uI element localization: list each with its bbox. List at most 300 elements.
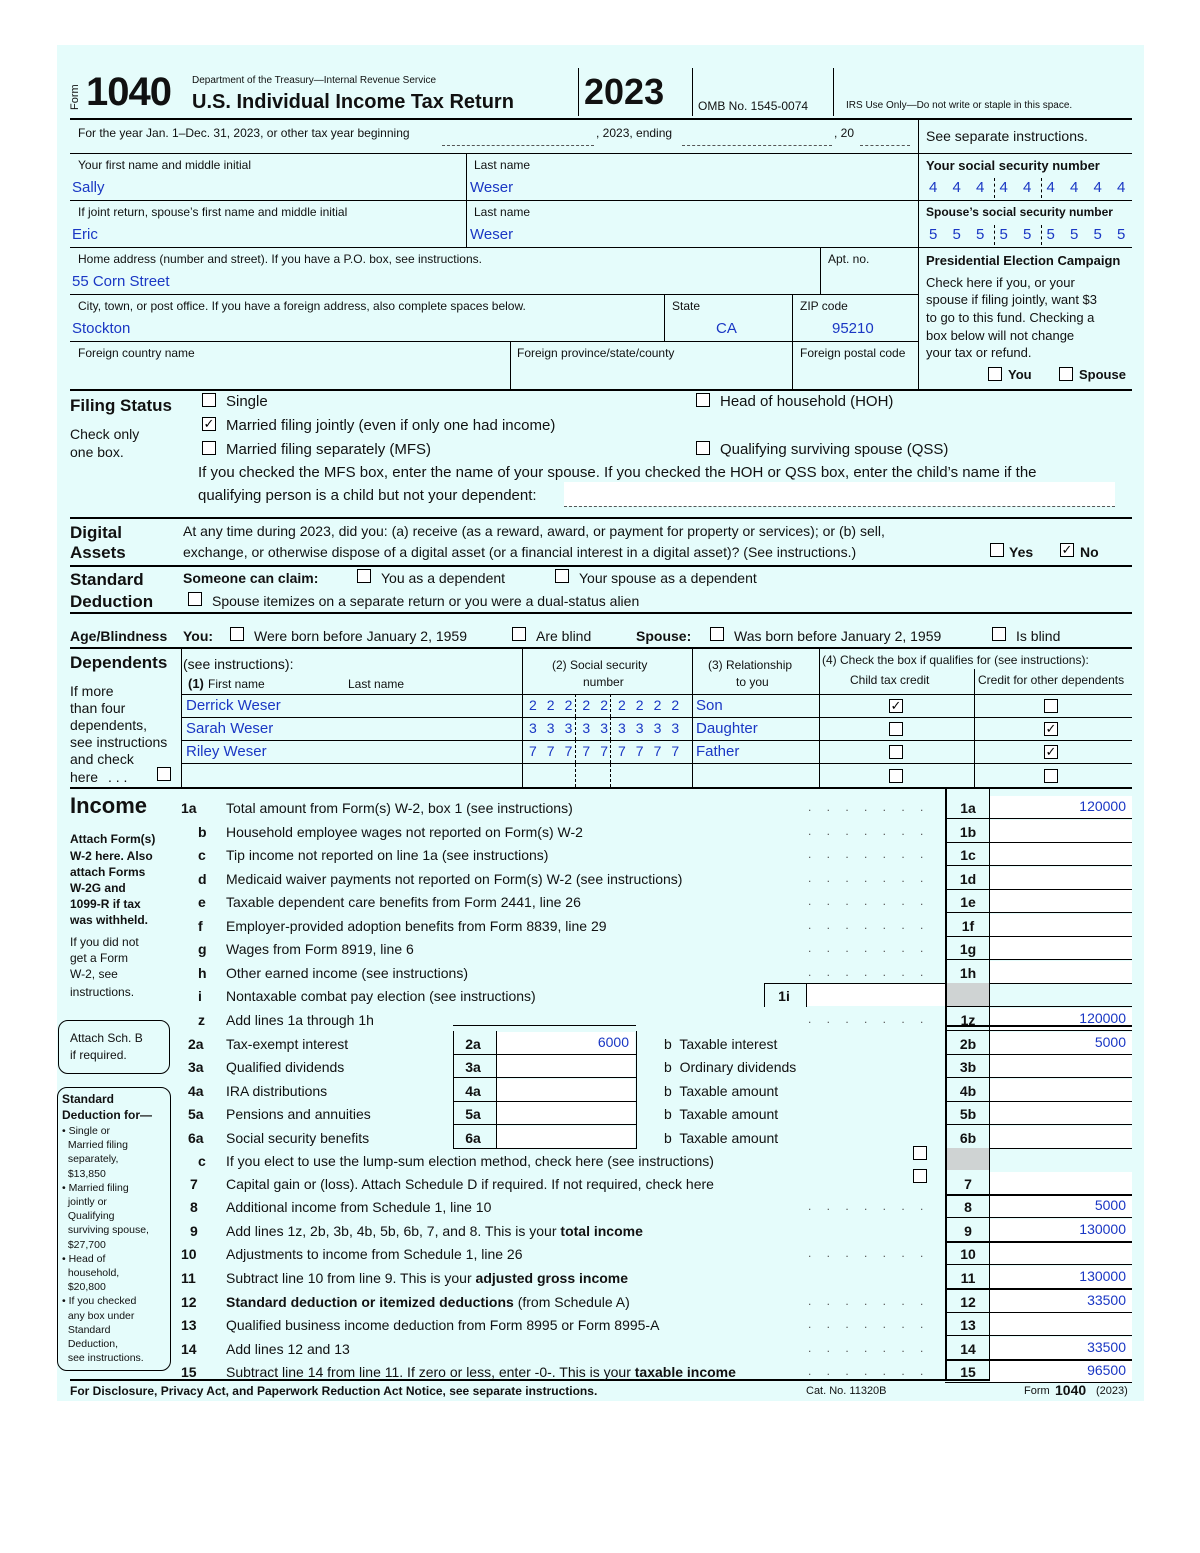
rule <box>945 1077 1132 1078</box>
line-text <box>226 1295 630 1309</box>
dependent-ssn-digit: 2 <box>564 697 573 713</box>
spouse-first-name-field[interactable]: Eric <box>72 226 98 243</box>
footer-form-number: 1040 <box>1055 1382 1087 1398</box>
rule <box>453 1025 636 1026</box>
std-line: $20,800 <box>62 1281 106 1294</box>
qualifying-person-name-field[interactable] <box>564 482 1115 506</box>
spouse-ssn-digit: 5 <box>1093 226 1102 243</box>
footer-form-word: Form <box>1024 1385 1050 1397</box>
rule <box>945 1241 1132 1243</box>
filing-status-note: If you checked the MFS box, enter the name of your spouse. If you checked the HOH or QSS box, enter the child’s name if the <box>198 464 1037 481</box>
filing-status-hint: one box. <box>70 444 124 460</box>
state-field[interactable]: CA <box>716 320 737 337</box>
ssn-digit: 4 <box>1023 179 1032 196</box>
spouse-first-name-label: If joint return, spouse’s first name and middle initial <box>78 205 348 219</box>
more-dependents-checkbox[interactable] <box>157 767 171 781</box>
amount-field[interactable] <box>990 867 1132 889</box>
line-number: z <box>198 1012 205 1028</box>
pec-spouse-label: Spouse <box>1079 367 1126 382</box>
line-number: b <box>198 824 207 840</box>
digital-assets-title: Digital <box>70 523 122 542</box>
spouse-blind-label: Is blind <box>1016 628 1061 644</box>
dependents-side-note: than four <box>70 700 126 716</box>
amount-value: 130000 <box>1079 1221 1126 1237</box>
line-ref: 8 <box>964 1199 972 1215</box>
dependents-side-note: If more <box>70 683 114 699</box>
std-line: • Married filing <box>62 1181 129 1194</box>
child-tax-credit-checkbox[interactable] <box>889 722 903 736</box>
spouse-ssn-digit: 5 <box>952 226 961 243</box>
amount-field[interactable] <box>990 937 1132 959</box>
department-label: Department of the Treasury—Internal Revenue Service <box>192 75 437 86</box>
line-number: 1a <box>181 800 197 816</box>
line-text-body: Subtract line 10 from line 9. This is your <box>226 1270 476 1286</box>
line-text <box>226 1365 736 1379</box>
amount-field[interactable] <box>990 1102 1132 1124</box>
line-text <box>226 1247 523 1261</box>
rule <box>70 294 918 295</box>
rule <box>453 1148 636 1149</box>
underline <box>564 506 1115 507</box>
dependent-ssn-digit: 3 <box>618 720 626 736</box>
single-label: Single <box>226 393 268 410</box>
line-ref: 1g <box>959 941 977 957</box>
line-text-b: b Taxable interest <box>664 1036 778 1052</box>
line-text <box>226 801 573 815</box>
dep-col4-header: (4) Check the box if qualifies for (see instructions): <box>822 653 1089 667</box>
line-text <box>226 1224 643 1238</box>
dependent-ssn-digit: 3 <box>671 720 680 736</box>
line-number: 12 <box>181 1294 197 1310</box>
dependent-ssn-digit: 7 <box>529 743 537 759</box>
mfs-checkbox[interactable] <box>202 441 216 455</box>
dependent-ssn-digit: 2 <box>635 697 644 713</box>
pec-you-checkbox[interactable] <box>988 367 1002 381</box>
rule <box>70 612 1132 614</box>
line-number: 4a <box>188 1083 204 1099</box>
line-ref: 1c <box>960 847 976 863</box>
rule <box>945 912 1132 913</box>
tax-year-end: , 20 <box>834 126 855 140</box>
child-tax-credit-checkbox[interactable] <box>889 769 903 783</box>
line-text-body: Add lines 12 and 13 <box>226 1341 350 1357</box>
dependent-ssn-digit: 7 <box>564 743 573 759</box>
line-ref: 11 <box>960 1270 976 1286</box>
single-checkbox[interactable] <box>202 393 216 407</box>
tax-year-prefix: For the year Jan. 1–Dec. 31, 2023, or other tax year beginning <box>78 126 410 140</box>
line-number: 10 <box>181 1246 197 1262</box>
std-line: household, <box>62 1267 120 1279</box>
dependent-ssn-digit: 7 <box>653 743 662 759</box>
income-title: Income <box>70 793 148 818</box>
line-text <box>226 1013 374 1027</box>
amount-field[interactable] <box>497 1055 635 1077</box>
line-ref: 1b <box>959 824 977 840</box>
year-end-field[interactable] <box>682 145 832 146</box>
std-line: separately, <box>62 1153 119 1166</box>
line-number: g <box>198 941 207 957</box>
std-line: • If you checked <box>62 1295 137 1308</box>
capital-gain-checkbox[interactable] <box>913 1169 927 1183</box>
qss-checkbox[interactable] <box>696 441 710 455</box>
rule <box>945 1359 1132 1361</box>
hoh-checkbox[interactable] <box>696 393 710 407</box>
other-dependents-credit-checkbox[interactable]: ✓ <box>1045 721 1057 736</box>
dependents-side-note: here <box>70 769 99 785</box>
amount-field[interactable] <box>990 820 1132 842</box>
you-dependent-label: You as a dependent <box>381 570 506 586</box>
line-text-body: Adjustments to income from Schedule 1, line 26 <box>226 1246 523 1262</box>
std-line: see instructions. <box>62 1352 144 1365</box>
dep-col3-header: (3) Relationship <box>708 658 793 672</box>
dep-col1-number: (1) <box>188 676 204 691</box>
line-ref: 1z <box>960 1012 976 1028</box>
line-text-b: b Taxable amount <box>664 1106 779 1122</box>
other-dependents-credit-checkbox[interactable] <box>1044 699 1058 713</box>
attach-note-line: was withheld. <box>70 913 149 927</box>
leader-dots: . . . . . . . <box>808 1012 930 1026</box>
rule <box>945 865 1132 866</box>
dependent-ssn-digit: 7 <box>600 743 608 759</box>
ssn-separator <box>1041 225 1042 245</box>
spouse-ssn-digit: 5 <box>1070 226 1079 243</box>
digital-assets-yes-label: Yes <box>1009 544 1034 560</box>
dep-col1-first: First name <box>208 677 265 691</box>
attach-note-line: W-2 here. Also <box>70 849 153 863</box>
spouse-born-label: Was born before January 2, 1959 <box>734 628 942 644</box>
form-title: U.S. Individual Income Tax Return <box>192 91 514 113</box>
rule <box>70 517 1132 519</box>
you-born-checkbox[interactable] <box>230 627 244 641</box>
line-text-b: b Taxable amount <box>664 1130 779 1146</box>
spouse-blind-checkbox[interactable] <box>992 627 1006 641</box>
line-text-body: Other earned income (see instructions) <box>226 965 468 981</box>
line-ref: 1f <box>961 918 975 934</box>
state-label: State <box>672 299 701 313</box>
line-ref: 3a <box>465 1059 481 1075</box>
spouse-itemizes-checkbox[interactable] <box>188 592 202 606</box>
spouse-ssn-digit: 5 <box>929 226 938 243</box>
line-ref: 3b <box>959 1059 977 1075</box>
leader-dots: . . . <box>108 769 128 785</box>
home-address-field[interactable]: 55 Corn Street <box>72 273 170 290</box>
line-ref: 13 <box>960 1317 976 1333</box>
line-text-b: b Ordinary dividends <box>664 1059 797 1075</box>
amount-field[interactable] <box>990 1313 1132 1335</box>
line-ref: 14 <box>960 1341 976 1357</box>
child-tax-credit-checkbox[interactable] <box>889 745 903 759</box>
leader-dots: . . . . . . . <box>808 1294 930 1308</box>
dependent-name[interactable]: Riley Weser <box>186 743 267 760</box>
you-dependent-checkbox[interactable] <box>357 569 371 583</box>
line-text-b: b Taxable amount <box>664 1083 779 1099</box>
dependents-side-note: dependents, <box>70 717 148 733</box>
rule <box>945 1335 1132 1336</box>
std-line: Deduction, <box>62 1338 119 1350</box>
no-w2-note-line: W-2, see <box>70 967 118 981</box>
line-ref: 10 <box>960 1246 976 1262</box>
amount-field[interactable] <box>497 1079 635 1101</box>
amount-field[interactable] <box>990 843 1132 865</box>
ssn-digit: 4 <box>976 179 985 196</box>
line-number: h <box>198 965 207 981</box>
ssn-separator <box>610 694 611 717</box>
line-text-body: Household employee wages not reported on Form(s) W-2 <box>226 824 583 840</box>
line-number: 15 <box>181 1364 197 1380</box>
rule <box>70 565 1132 567</box>
digital-assets-question: At any time during 2023, did you: (a) receive (as a reward, award, or payment for property or services); or (b) sell, <box>183 523 885 539</box>
line-text <box>226 848 548 862</box>
line-number: 5a <box>188 1106 204 1122</box>
standard-deduction-title: Standard <box>70 570 144 589</box>
divider <box>578 68 579 116</box>
zip-field[interactable]: 95210 <box>832 320 874 337</box>
line-number: e <box>198 894 206 910</box>
rule <box>945 1288 1132 1290</box>
line-ref: 2a <box>465 1036 481 1052</box>
line-ref: 5a <box>465 1106 481 1122</box>
leader-dots: . . . . . . . <box>808 1317 930 1331</box>
line-ref-1i: 1i <box>778 988 790 1004</box>
line-text <box>226 966 468 980</box>
dep-col2-header: (2) Social security <box>552 658 648 672</box>
leader-dots: . . . . . . . <box>808 941 930 955</box>
digital-assets-question: exchange, or otherwise dispose of a digital asset (or a financial interest in a digital asset)? (See instructions.) <box>183 544 857 560</box>
divider <box>466 153 467 200</box>
amount-field[interactable] <box>990 1126 1132 1148</box>
line-number: 13 <box>181 1317 197 1333</box>
std-line: Married filing <box>62 1139 128 1152</box>
city-field[interactable]: Stockton <box>72 320 131 337</box>
dependents-title: Dependents <box>70 653 168 672</box>
amount-field[interactable] <box>990 1055 1132 1077</box>
rule <box>70 118 1132 120</box>
spouse-dependent-checkbox[interactable] <box>555 569 569 583</box>
first-name-field[interactable]: Sally <box>72 179 105 196</box>
line-text <box>226 1271 628 1285</box>
divider <box>820 247 821 294</box>
rule <box>945 1124 1132 1125</box>
line-text-body: Additional income from Schedule 1, line 10 <box>226 1199 492 1215</box>
form-number: 1040 <box>86 70 171 114</box>
cat-number: Cat. No. 11320B <box>806 1385 887 1397</box>
spouse-born-checkbox[interactable] <box>710 627 724 641</box>
line-text-rest: (from Schedule A) <box>513 1294 630 1310</box>
age-spouse-label: Spouse: <box>636 628 692 644</box>
dependent-name[interactable]: Sarah Weser <box>186 720 274 737</box>
age-blindness-title: Age/Blindness <box>70 628 168 644</box>
spouse-last-name-field[interactable]: Weser <box>470 226 514 243</box>
line-number: f <box>198 918 203 934</box>
spouse-ssn-digit: 5 <box>1023 226 1032 243</box>
line-number: 14 <box>181 1341 197 1357</box>
leader-dots: . . . . . . . <box>808 1364 930 1378</box>
rule <box>945 1382 1132 1383</box>
leader-dots: . . . . . . . <box>808 918 930 932</box>
line-text-bold: taxable income <box>634 1364 736 1380</box>
amount-field[interactable] <box>497 1102 635 1124</box>
line-text <box>226 989 536 1003</box>
pec-text-line: to go to this fund. Checking a <box>926 310 1095 325</box>
dependent-name[interactable]: Derrick Weser <box>186 697 281 714</box>
amount-field[interactable] <box>990 1242 1132 1264</box>
mfj-checkbox[interactable]: ✓ <box>203 416 215 431</box>
divider <box>636 1125 637 1149</box>
spouse-ssn-digit: 5 <box>1046 226 1055 243</box>
line-text-body: Nontaxable combat pay election (see instructions) <box>226 988 536 1004</box>
foreign-province-label: Foreign province/state/county <box>517 346 675 360</box>
child-tax-credit-checkbox[interactable]: ✓ <box>890 698 902 713</box>
line-text-body: Wages from Form 8919, line 6 <box>226 941 414 957</box>
year-end-20-field[interactable] <box>860 145 910 146</box>
leader-dots: . . . . . . . <box>808 871 930 885</box>
divider <box>918 153 919 389</box>
line-ref: 7 <box>964 1176 972 1192</box>
dependent-ssn-digit: 3 <box>582 720 591 736</box>
leader-dots: . . . . . . . <box>808 894 930 908</box>
dep-col4-odc: Credit for other dependents <box>978 673 1125 687</box>
rule <box>70 787 1132 789</box>
other-dependents-credit-checkbox[interactable] <box>1044 769 1058 783</box>
leader-dots: . . . . . . . <box>808 800 930 814</box>
dependent-ssn-digit: 2 <box>546 697 555 713</box>
amount-value: 120000 <box>1079 798 1126 814</box>
line-text-body: Capital gain or (loss). Attach Schedule D if required. If not required, check here <box>226 1176 714 1192</box>
zip-label: ZIP code <box>800 299 848 313</box>
digital-assets-no-checkbox[interactable]: ✓ <box>1061 542 1073 557</box>
no-w2-note-line: If you did not <box>70 935 139 949</box>
dependent-ssn-digit: 7 <box>546 743 555 759</box>
sch-b-callout <box>58 1020 170 1074</box>
pec-title: Presidential Election Campaign <box>926 253 1121 268</box>
dependent-ssn-digit: 3 <box>653 720 662 736</box>
line-ref: 2b <box>959 1036 977 1052</box>
amount-value: 5000 <box>1094 1197 1126 1213</box>
other-dependents-credit-checkbox[interactable]: ✓ <box>1045 744 1057 759</box>
line-text-body: Medicaid waiver payments not reported on Form(s) W-2 (see instructions) <box>226 871 683 887</box>
line-text-body: Add lines 1z, 2b, 3b, 4b, 5b, 6b, 7, and 8. This is your <box>226 1223 561 1239</box>
amount-field[interactable] <box>990 1172 1132 1194</box>
line-ref: 6b <box>959 1130 977 1146</box>
amount-value: 33500 <box>1087 1292 1126 1308</box>
dependent-relationship[interactable]: Father <box>696 743 740 760</box>
footer-form-year: (2023) <box>1096 1385 1128 1397</box>
line-text: IRA distributions <box>226 1083 328 1099</box>
line-text: Tax-exempt interest <box>226 1036 349 1052</box>
sch-b-note: Attach Sch. B <box>70 1031 143 1045</box>
divider <box>636 1031 637 1055</box>
line-text <box>226 1200 491 1214</box>
line-text-body: Taxable dependent care benefits from Form 2441, line 26 <box>226 894 581 910</box>
line-ref: 1e <box>960 894 976 910</box>
see-instructions: See separate instructions. <box>926 128 1088 144</box>
amount-field[interactable] <box>990 961 1132 983</box>
line-text <box>226 825 583 839</box>
spouse-ssn-digit: 5 <box>1117 226 1126 243</box>
dependents-side-note: and check <box>70 751 134 767</box>
dependent-ssn-digit: 7 <box>582 743 591 759</box>
spouse-ssn-digit: 5 <box>999 226 1008 243</box>
amount-field[interactable] <box>990 914 1132 936</box>
rule <box>945 818 1132 819</box>
attach-note-line: attach Forms <box>70 865 146 879</box>
amount-field[interactable] <box>990 1079 1132 1101</box>
first-name-label: Your first name and middle initial <box>78 158 251 172</box>
std-line: Qualifying <box>62 1210 115 1223</box>
ssn-digit: 4 <box>1070 179 1079 196</box>
digital-assets-title: Assets <box>70 543 126 562</box>
dependent-ssn-digit: 2 <box>582 697 591 713</box>
digital-assets-yes-checkbox[interactable] <box>990 543 1004 557</box>
mfj-label: Married filing jointly (even if only one had income) <box>226 417 556 434</box>
rule <box>945 1006 1132 1007</box>
amount-value: 120000 <box>1079 1010 1126 1026</box>
shaded-cell <box>947 983 989 1007</box>
line-number: 11 <box>181 1270 196 1286</box>
spouse-ssn-digit: 5 <box>976 226 985 243</box>
rule <box>945 1264 1132 1265</box>
lump-sum-checkbox[interactable] <box>913 1146 927 1160</box>
line-ref: 9 <box>964 1223 972 1239</box>
line-text-body: Qualified business income deduction from Form 8995 or Form 8995-A <box>226 1317 660 1333</box>
pec-spouse-checkbox[interactable] <box>1059 367 1073 381</box>
rule <box>453 1077 636 1078</box>
leader-dots: . . . . . . . <box>808 1341 930 1355</box>
dependent-relationship[interactable]: Daughter <box>696 720 758 737</box>
amount-field-1i[interactable] <box>807 984 945 1006</box>
dependent-relationship[interactable]: Son <box>696 697 723 714</box>
spouse-dependent-label: Your spouse as a dependent <box>579 570 757 586</box>
line-text-bold: Standard deduction or itemized deductions <box>226 1294 514 1310</box>
amount-field[interactable] <box>497 1126 635 1148</box>
line-number: 8 <box>190 1199 198 1215</box>
ssn-separator <box>575 740 576 763</box>
divider <box>636 1054 637 1078</box>
line-number: 9 <box>190 1223 198 1239</box>
std-line: $27,700 <box>62 1238 106 1251</box>
rule <box>945 1217 1132 1218</box>
last-name-field[interactable]: Weser <box>470 179 514 196</box>
age-you-label: You: <box>183 628 214 644</box>
dependent-ssn-digit: 7 <box>635 743 644 759</box>
divider <box>664 294 665 341</box>
ssn-label: Your social security number <box>926 158 1100 173</box>
dependents-side-note: see instructions <box>70 734 168 750</box>
amount-value: 5000 <box>1094 1034 1126 1050</box>
sch-b-note: if required. <box>70 1048 127 1062</box>
filing-status-hint: Check only <box>70 426 140 442</box>
you-blind-checkbox[interactable] <box>512 627 526 641</box>
ssn-separator <box>575 694 576 717</box>
amount-field[interactable] <box>990 890 1132 912</box>
dependent-ssn-digit: 3 <box>546 720 555 736</box>
form-word-label: Form <box>69 84 81 110</box>
std-line: any box under <box>62 1309 135 1322</box>
ssn-separator <box>610 740 611 763</box>
shaded-cell <box>947 1148 989 1170</box>
city-label: City, town, or post office. If you have a foreign address, also complete spaces below. <box>78 299 526 313</box>
line-text <box>226 1177 714 1191</box>
rule <box>70 153 1132 154</box>
mfs-label: Married filing separately (MFS) <box>226 441 432 458</box>
tax-year-heading: 2023 <box>584 71 665 112</box>
line-ref: 5b <box>959 1106 977 1122</box>
rule <box>945 959 1132 960</box>
year-begin-field[interactable] <box>442 145 594 146</box>
line-number: 2a <box>188 1036 204 1052</box>
line-text <box>226 919 607 933</box>
rule <box>453 1124 636 1125</box>
